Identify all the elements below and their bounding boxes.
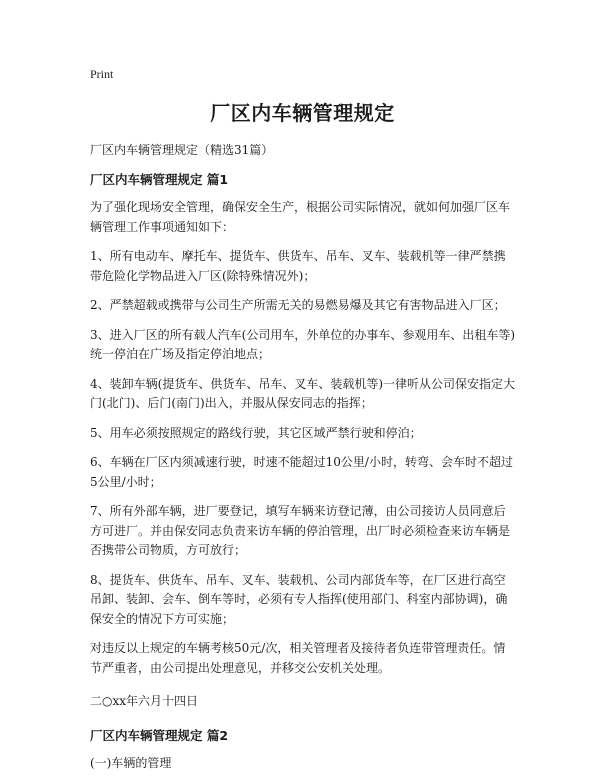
paragraph-rule-7: 7、所有外部车辆，进厂要登记，填写车辆来访登记薄，由公司接访人员同意后方可进厂。并由保安同志负责来访车辆的停泊管理，出厂时必须检查来访车辆是否携带公司物质，方可放行； (90, 504, 511, 557)
document-title: 厂区内车辆管理规定 (210, 101, 395, 125)
section-heading-1: 厂区内车辆管理规定 篇1 (90, 172, 229, 187)
paragraph-penalty: 对违反以上规定的车辆考核50元/次，相关管理者及接待者负连带管理责任。情节严重者，由公司提出处理意见，并移交公安机关处理。 (90, 641, 506, 675)
section-heading-2: 厂区内车辆管理规定 篇2 (90, 727, 229, 743)
paragraph-vehicle-management: (一)车辆的管理 (90, 755, 172, 770)
paragraph-rule-2: 2、严禁超载或携带与公司生产所需无关的易燃易爆及其它有害物品进入厂区； (90, 298, 506, 312)
paragraph-rule-6: 6、车辆在厂区内须减速行驶，时速不能超过10公里/小时，转弯、会车时不超过5公里/小时； (90, 455, 513, 489)
paragraph-intro: 为了强化现场安全管理，确保安全生产，根据公司实际情况，就如何加强厂区车辆管理工作事项通知如下： (90, 200, 511, 234)
paragraph-rule-8: 8、提货车、供货车、吊车、叉车、装载机、公司内部货车等，在厂区进行高空吊卸、装卸、会车、倒车等时，必须有专人指挥(使用部门、科室内部协调)，确保安全的情况下方可实施； (90, 572, 508, 626)
document-page (90, 66, 515, 783)
document-subtitle: 厂区内车辆管理规定（精选31篇） (90, 143, 274, 157)
print-link[interactable]: Print (90, 67, 114, 81)
paragraph-rule-4: 4、装卸车辆(提货车、供货车、吊车、叉车、装载机等)一律听从公司保安指定大门(北门)、后门(南门)出入，并服从保安同志的指挥； (90, 376, 516, 410)
paragraph-rule-3: 3、进入厂区的所有载人汽车(公司用车，外单位的办事车、参观用车、出租车等)统一停泊在广场及指定停泊地点； (90, 327, 516, 361)
paragraph-date: 二○xx年六月十四日 (90, 694, 199, 708)
paragraph-rule-5: 5、用车必须按照规定的路线行驶，其它区域严禁行驶和停泊； (90, 425, 422, 440)
paragraph-rule-1: 1、所有电动车、摩托车、提货车、供货车、吊车、叉车、装载机等一律严禁携带危险化学物品进入厂区(除特殊情况外)； (90, 249, 506, 283)
